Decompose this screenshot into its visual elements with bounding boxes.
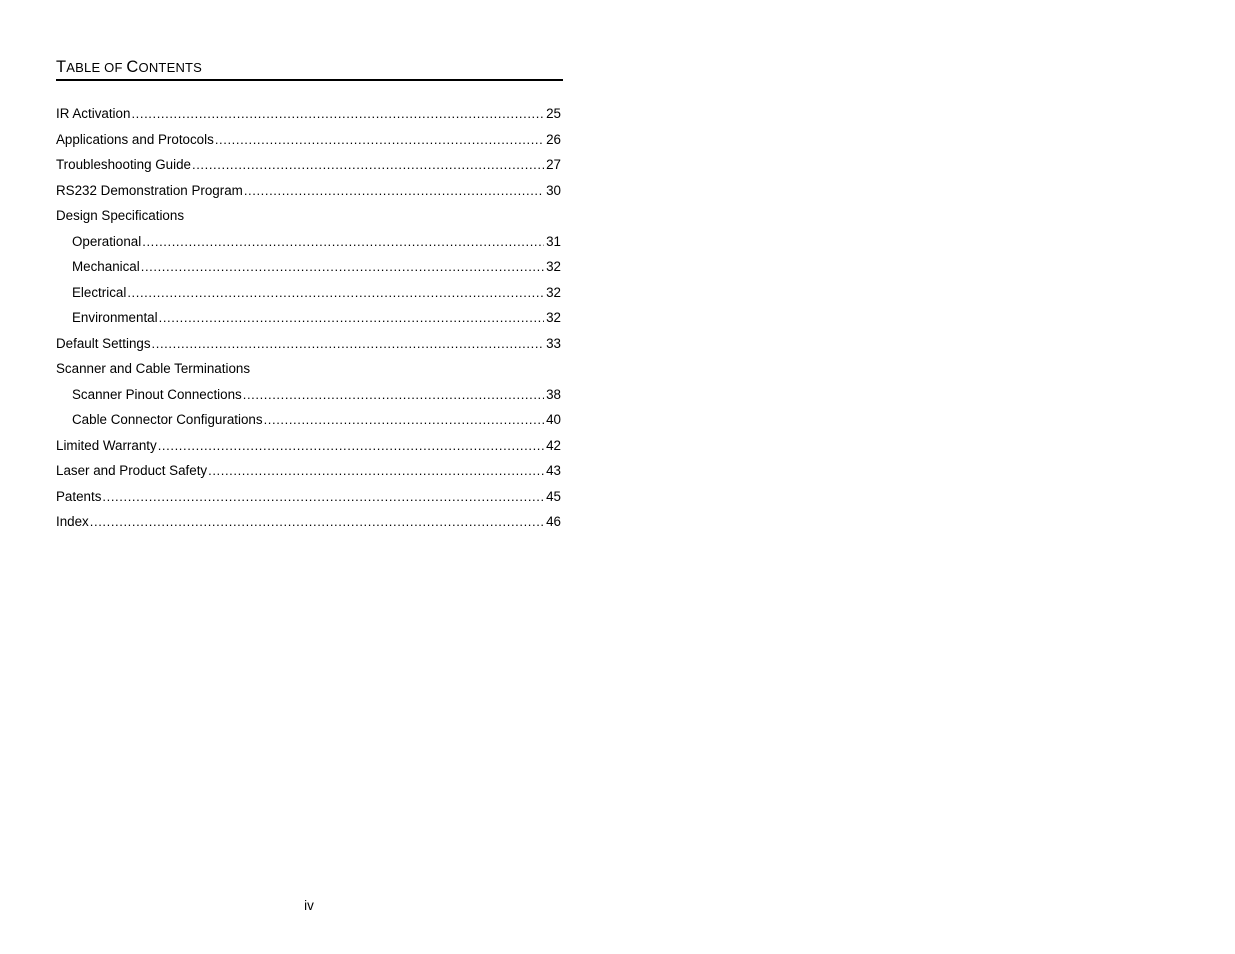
toc-entry-label: Mechanical	[72, 259, 140, 274]
toc-entry-page-number: 33	[546, 335, 561, 351]
toc-dot-leader	[243, 385, 544, 405]
toc-entry[interactable]	[56, 206, 561, 232]
toc-entry[interactable]	[56, 181, 561, 207]
toc-entry-label: IR Activation	[56, 106, 131, 121]
toc-entry-page-number: 32	[546, 310, 561, 325]
toc-entry-label: RS232 Demonstration Program	[56, 182, 243, 198]
toc-dot-leader	[192, 155, 544, 175]
toc-entry-page-number: 32	[546, 284, 561, 300]
toc-entry-label: Index	[56, 514, 89, 529]
toc-entry-page-number: 25	[546, 106, 561, 121]
toc-entry-page-number: 26	[546, 131, 561, 147]
toc-entry-label: Scanner and Cable Terminations	[56, 361, 251, 376]
toc-entry-page-number: 32	[546, 259, 561, 274]
toc-heading-rest-2: ONTENTS	[138, 60, 203, 75]
toc-dot-leader	[102, 487, 544, 507]
toc-dot-leader	[264, 410, 545, 430]
toc-entry-page-number: 30	[546, 182, 561, 198]
toc-entry-label: Laser and Product Safety	[56, 463, 208, 478]
toc-entry-page-number: 40	[546, 412, 561, 427]
toc-entry-page-number: 46	[546, 514, 561, 529]
toc-dot-leader	[152, 334, 545, 354]
toc-entry[interactable]	[56, 257, 561, 283]
toc-dot-leader	[215, 130, 544, 150]
toc-entry-label: Operational	[72, 233, 142, 249]
toc-entry[interactable]	[56, 104, 561, 130]
toc-dot-leader	[141, 257, 544, 277]
toc-heading-initial-t: T	[56, 58, 67, 76]
toc-entry[interactable]	[56, 130, 561, 156]
toc-entry-page-number: 42	[546, 437, 561, 453]
toc-entry[interactable]	[56, 283, 561, 309]
toc-entry[interactable]	[56, 461, 561, 487]
toc-entry-label: Environmental	[72, 310, 158, 325]
toc-dot-leader	[208, 461, 544, 481]
toc-heading	[56, 57, 563, 81]
toc-entry[interactable]	[56, 512, 561, 538]
toc-entry-label: Patents	[56, 488, 102, 504]
toc-entry[interactable]	[56, 334, 561, 360]
toc-heading-rest-1: ABLE OF	[66, 60, 127, 75]
toc-entry[interactable]	[56, 155, 561, 181]
toc-entry[interactable]	[56, 232, 561, 258]
toc-entry-label: Limited Warranty	[56, 437, 157, 453]
toc-entry-label: Electrical	[72, 284, 127, 300]
toc-entry-label: Scanner Pinout Connections	[72, 386, 242, 402]
toc-entry[interactable]	[56, 410, 561, 436]
toc-entry-page-number: 27	[546, 157, 561, 172]
toc-entry-page-number: 43	[546, 463, 561, 478]
toc-entry[interactable]	[56, 385, 561, 411]
toc-dot-leader	[159, 308, 544, 328]
page-number: iv	[304, 898, 314, 913]
toc-entry[interactable]	[56, 308, 561, 334]
toc-entry-page-number: 38	[546, 386, 561, 402]
toc-entry-label: Design Specifications	[56, 208, 185, 223]
toc-list	[56, 104, 561, 538]
toc-entry[interactable]	[56, 359, 561, 385]
toc-dot-leader	[244, 181, 544, 201]
toc-entry-page-number: 45	[546, 488, 561, 504]
toc-entry[interactable]	[56, 436, 561, 462]
toc-dot-leader	[127, 283, 544, 303]
toc-entry-label: Troubleshooting Guide	[56, 157, 191, 172]
toc-dot-leader	[90, 512, 544, 532]
toc-dot-leader	[158, 436, 544, 456]
toc-entry-label: Cable Connector Configurations	[72, 412, 263, 427]
toc-entry-label: Applications and Protocols	[56, 131, 214, 147]
toc-entry-label: Default Settings	[56, 335, 151, 351]
toc-heading-initial-c: C	[126, 58, 139, 76]
toc-dot-leader	[142, 232, 544, 252]
toc-entry[interactable]	[56, 487, 561, 513]
toc-dot-leader	[131, 104, 544, 124]
toc-entry-page-number: 31	[546, 233, 561, 249]
